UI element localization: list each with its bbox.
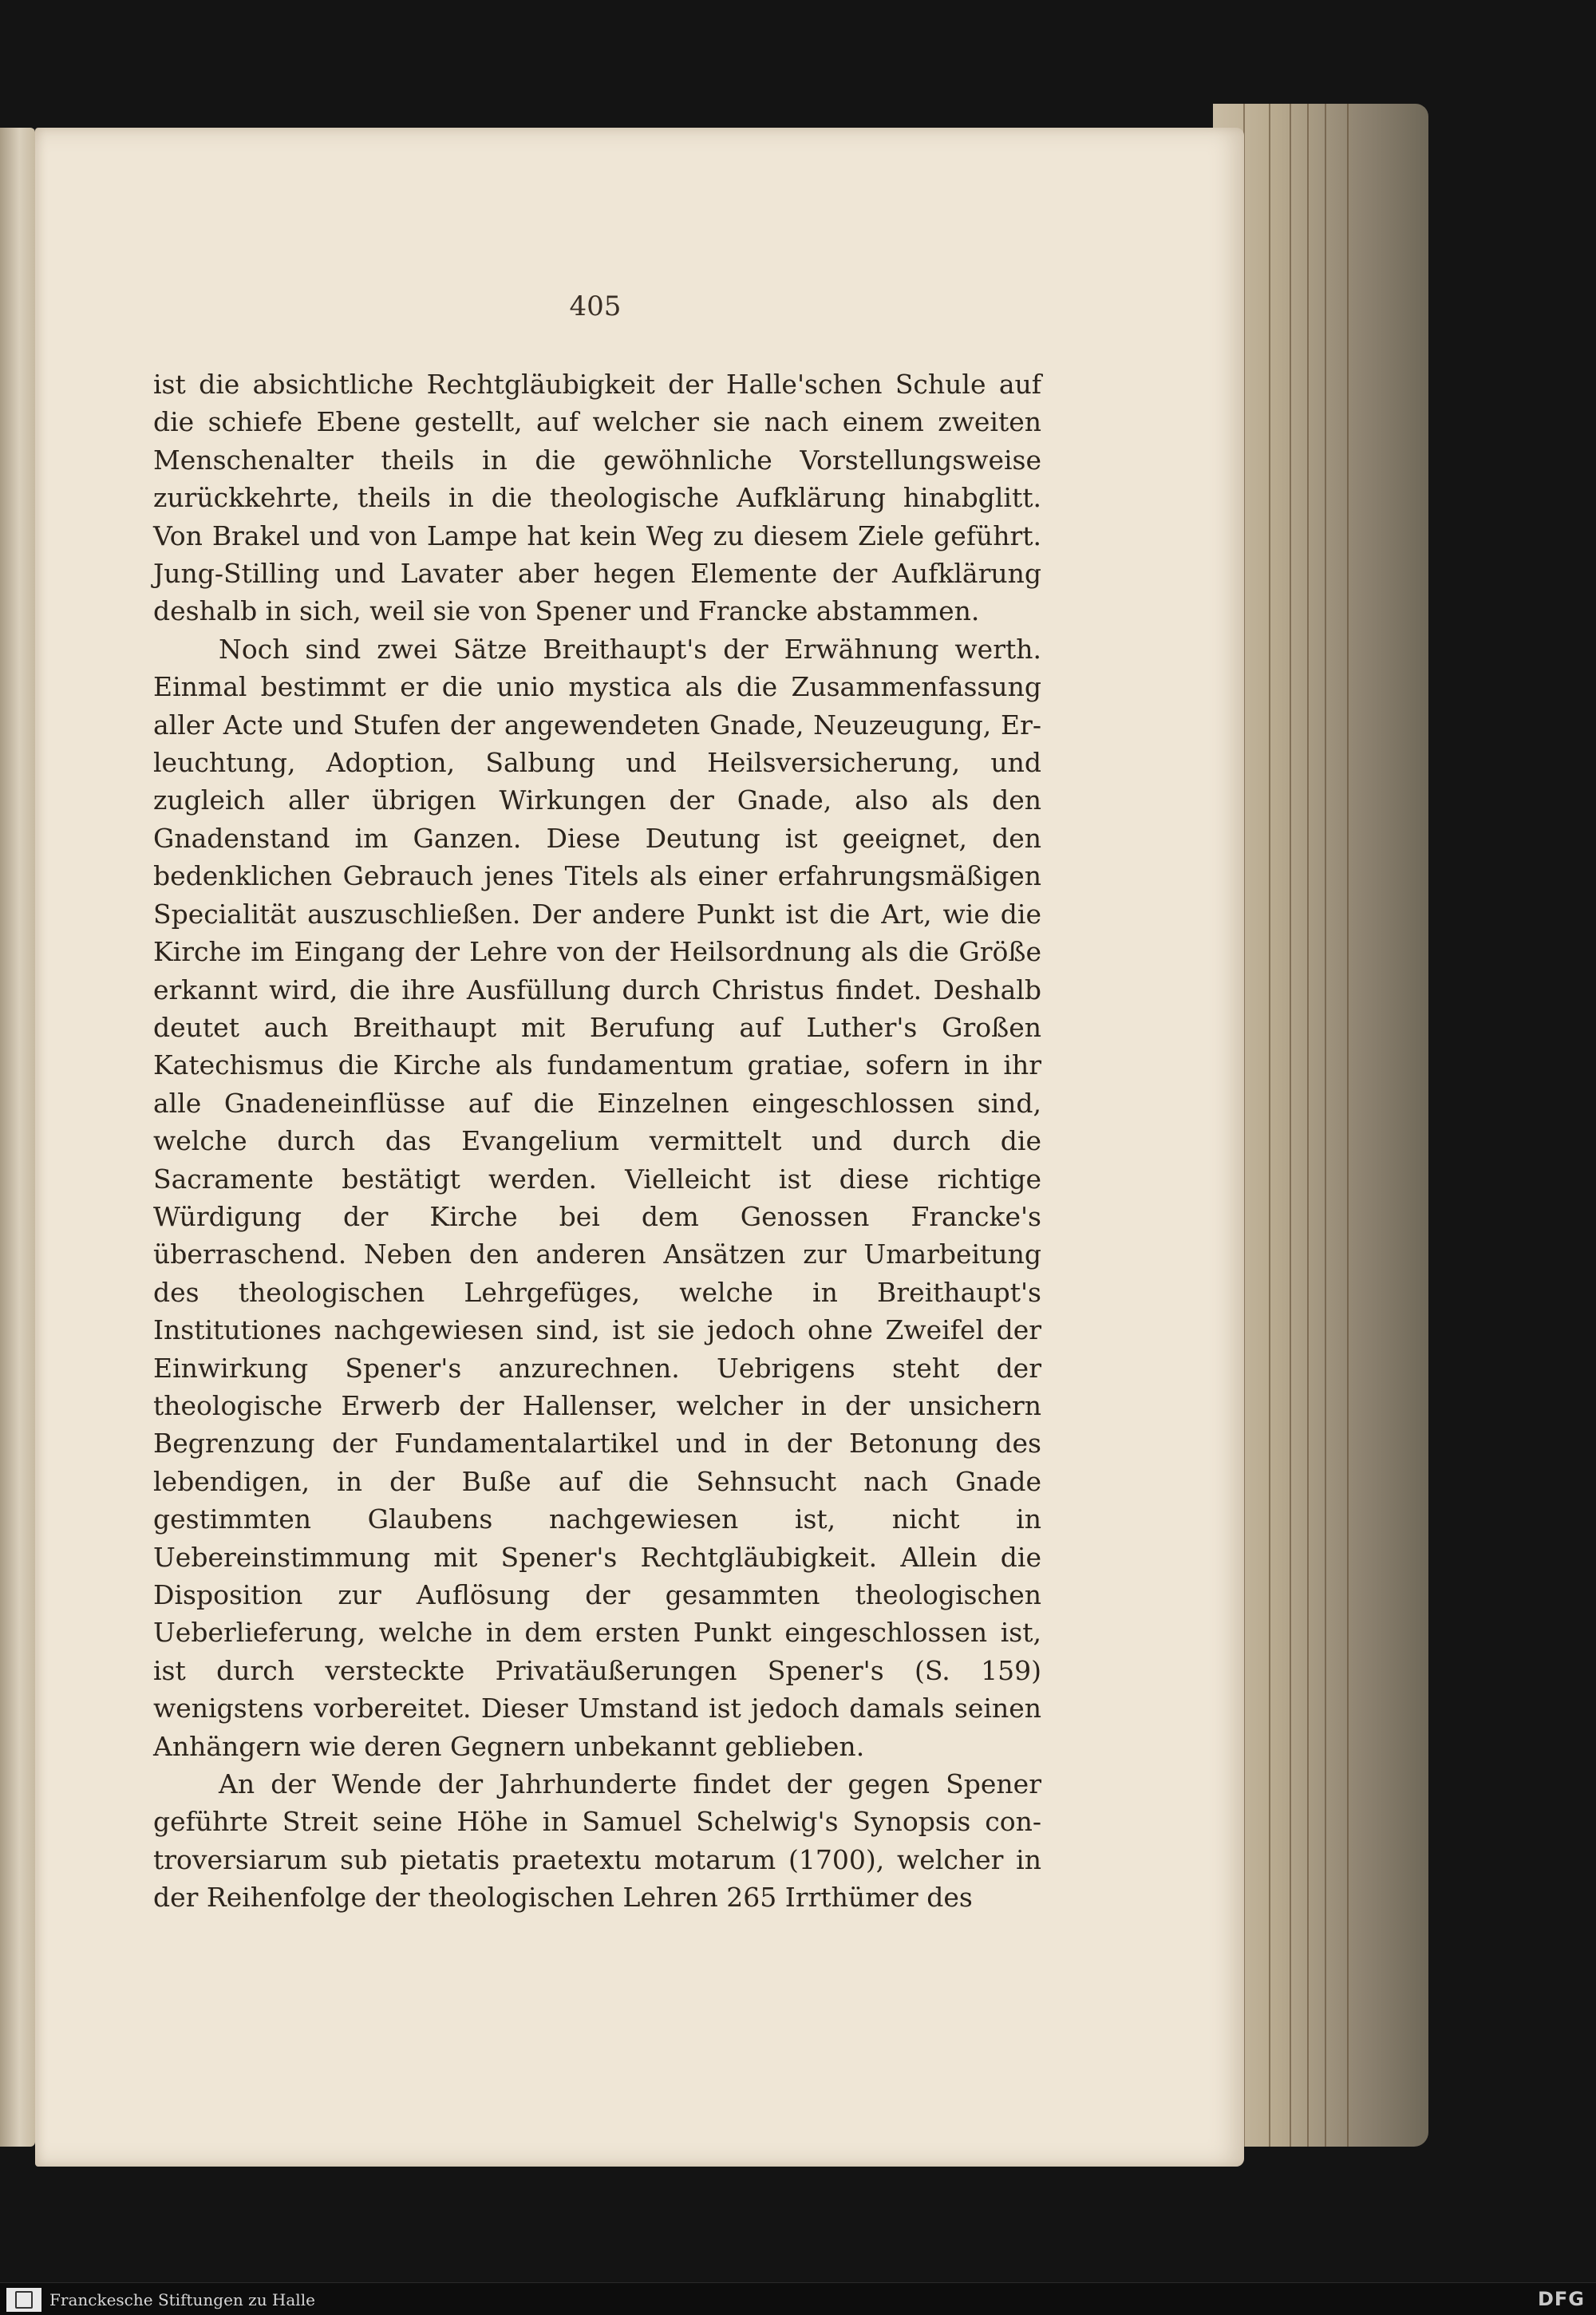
viewer-footer	[0, 2282, 1596, 2315]
page-number: 405	[569, 290, 622, 322]
book-page-edges	[1213, 104, 1428, 2147]
left-page-edge	[0, 128, 35, 2147]
paragraph-2: Noch sind zwei Sätze Breithaupt's der Erwähnung werth. Einmal bestimmt er die unio mystica als die Zusammenfassung aller Acte und Stufen der angewendeten Gnade, Neuzeugung, Erleuchtung, Adoption, Salbung und Heilsversicherung, und zugleich aller übrigen Wirkungen der Gnade, also als den Gnadenstand im Ganzen. Diese Deutung ist geeignet, den bedenklichen Gebrauch jenes Titels als einer erfahrungsmäßigen Specialität auszuschließen. Der andere Punkt ist die Art, wie die Kirche im Eingang der Lehre von der Heilsordnung als die Größe erkannt wird, die ihre Ausfüllung durch Christus findet. Deshalb deutet auch Breithaupt mit Berufung auf Luther's Großen Katechismus die Kirche als fundamentum gratiae, sofern in ihr alle Gnadeneinflüsse auf die Einzelnen eingeschlossen sind, welche durch das Evangelium vermittelt und durch die Sacramente bestätigt werden. Vielleicht ist diese richtige Würdigung der Kirche bei dem Genossen Francke's überraschend. Neben den anderen Ansätzen zur Umarbeitung des theologischen Lehrgefüges, welche in Breithaupt's Institutiones nachgewiesen sind, ist sie jedoch ohne Zweifel der Einwirkung Spener's anzurechnen. Uebrigens steht der theologische Erwerb der Hallenser, welcher in der unsichern Begrenzung der Fundamentalartikel und in der Betonung des lebendigen, in der Buße auf die Sehnsucht nach Gnade gestimmten Glaubens nachgewiesen ist, nicht in Uebereinstimmung mit Spener's Rechtgläubigkeit. Allein die Disposition zur Auflösung der gesammten theologischen Ueberlieferung, welche in dem ersten Punkt eingeschlossen ist, ist durch versteckte Privatäußerungen Spener's (S. 159) wenigstens vorbereitet. Dieser Umstand ist jedoch damals seinen Anhängern wie deren Gegnern unbekannt geblieben.	[153, 633, 1041, 1762]
institution-name: Franckesche Stiftungen zu Halle	[49, 2290, 315, 2309]
page-text	[153, 365, 1041, 1917]
paragraph-1: ist die absichtliche Rechtgläubigkeit der Halle'schen Schule auf die schiefe Ebene gestellt, auf welcher sie nach einem zweiten Menschenalter theils in die gewöhnliche Vorstellungsweise zurückkehrte, theils in die theologische Aufklärung hinabglitt. Von Brakel und von Lampe hat kein Weg zu diesem Ziele geführt. Jung-Stilling und Lavater aber hegen Elemente der Aufklärung deshalb in sich, weil sie von Spener und Francke abstammen.	[153, 369, 1041, 627]
dfg-logo: DFG	[1537, 2288, 1585, 2310]
institution-logo-icon	[6, 2288, 41, 2312]
paragraph-3: An der Wende der Jahrhunderte findet der gegen Spener geführte Streit seine Höhe in Samuel Schelwig's Synopsis controversiarum sub pietatis praetextu motarum (1700), welcher in der Reihenfolge der theologischen Lehren 265 Irrthümer des	[153, 1768, 1041, 1914]
